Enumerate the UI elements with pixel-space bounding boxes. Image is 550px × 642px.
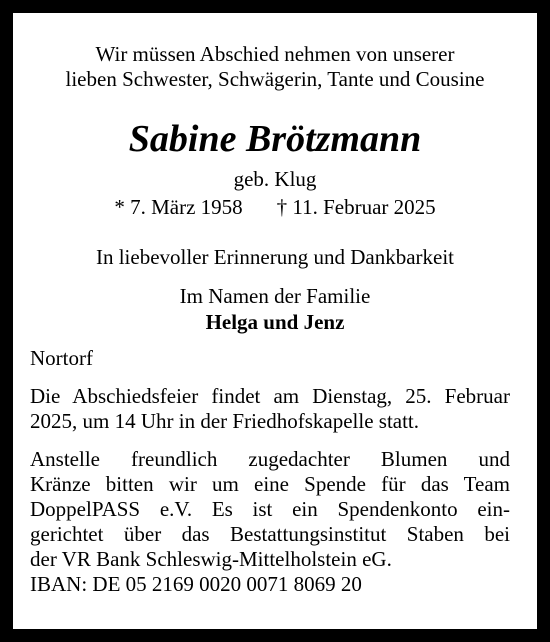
life-dates bbox=[13, 195, 537, 219]
donation-line-2: Kränze bitten wir um eine Spende für das Team bbox=[30, 472, 510, 496]
iban-text: IBAN: DE 05 2169 0020 0071 8069 20 bbox=[30, 572, 362, 596]
intro-line-1: Wir müssen Abschied nehmen von unserer bbox=[95, 42, 455, 66]
intro-line-2: lieben Schwester, Schwägerin, Tante und Cousine bbox=[65, 67, 485, 91]
donation-line-5: der VR Bank Schleswig-Mittelholstein eG. bbox=[30, 547, 392, 571]
ceremony-line-1: Die Abschiedsfeier findet am Dienstag, 25. Februar bbox=[30, 384, 510, 408]
deceased-name: Sabine Brötzmann bbox=[128, 118, 422, 160]
maiden-name: geb. Klug bbox=[233, 167, 317, 191]
donation-line-4: gerichtet über das Bestattungsinstitut Staben bei bbox=[30, 522, 510, 546]
remembrance-text: In liebevoller Erinnerung und Dankbarkeit bbox=[95, 245, 455, 269]
donation-line-3: DoppelPASS e.V. Es ist ein Spendenkonto ein- bbox=[30, 497, 510, 521]
donation-line-1: Anstelle freundlich zugedachter Blumen und bbox=[30, 447, 510, 471]
death-date: † 11. Februar 2025 bbox=[276, 195, 436, 219]
ceremony-line-2: 2025, um 14 Uhr in der Friedhofskapelle statt. bbox=[30, 409, 420, 433]
birth-date: * 7. März 1958 bbox=[114, 195, 243, 219]
place-name: Nortorf bbox=[30, 346, 93, 370]
family-names: Helga und Jenz bbox=[205, 310, 345, 334]
family-intro: Im Namen der Familie bbox=[179, 284, 371, 308]
